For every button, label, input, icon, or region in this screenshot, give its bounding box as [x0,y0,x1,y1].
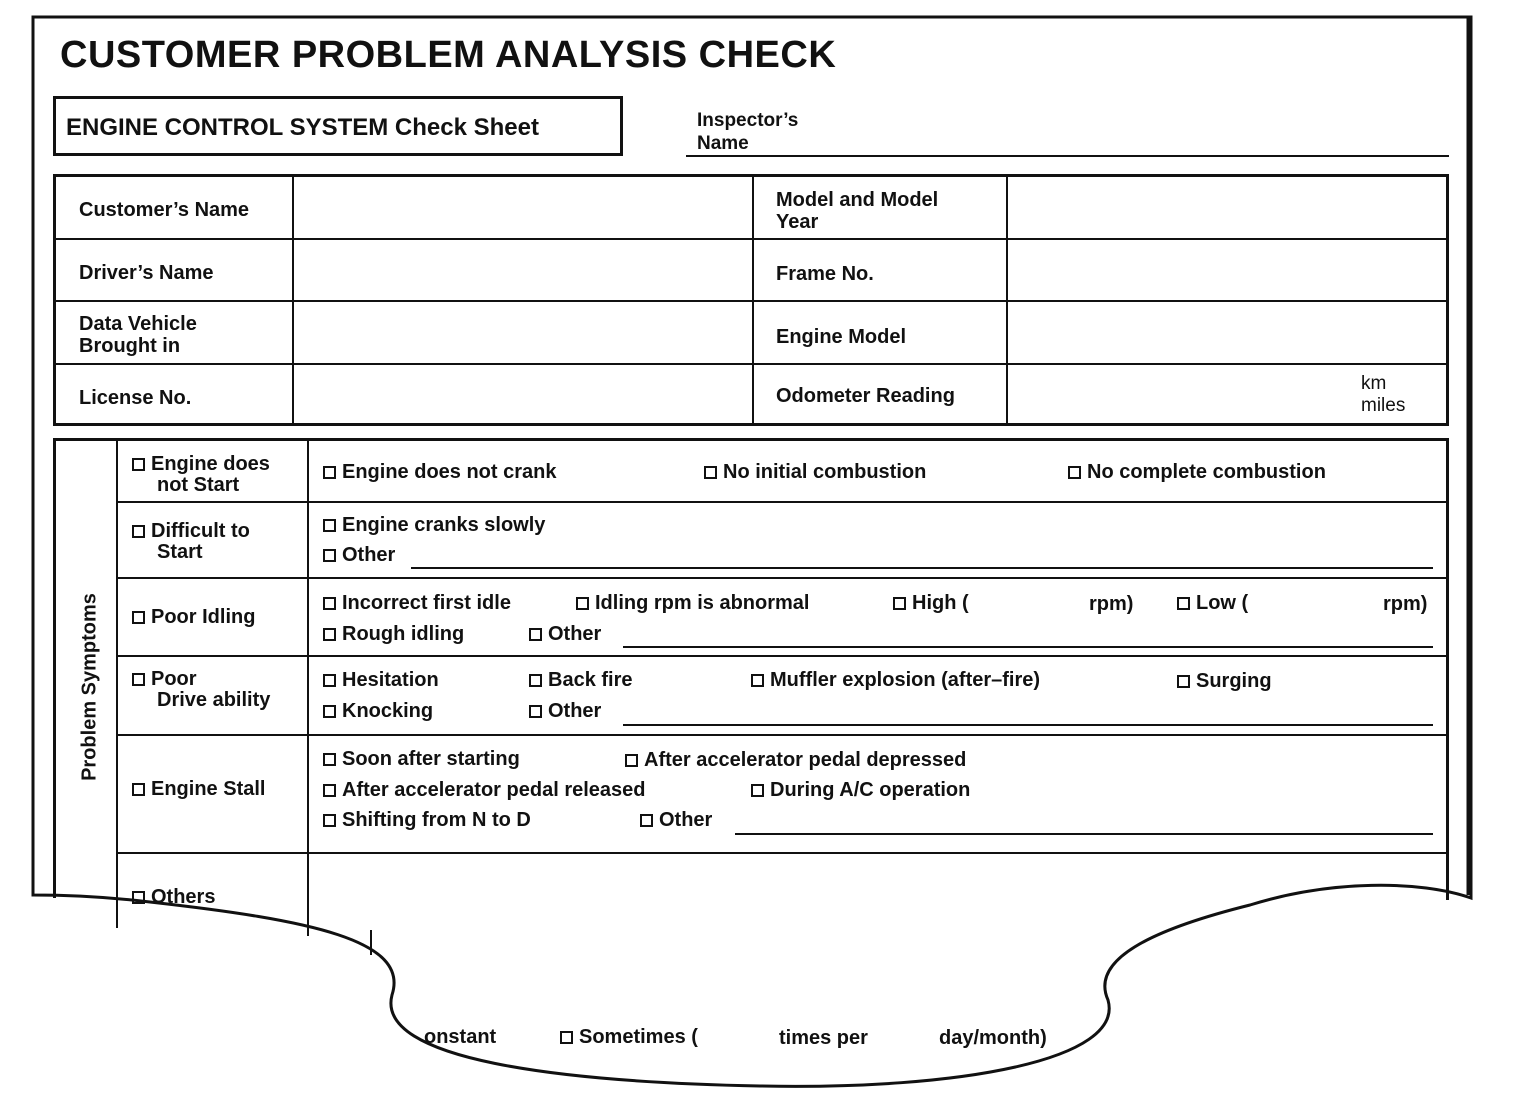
soon-after-starting-checkbox[interactable]: Soon after starting [323,748,520,771]
difficult-other-checkbox[interactable]: Other [323,544,395,567]
stall-other-field[interactable] [735,833,1433,835]
after-pedal-released-checkbox[interactable]: After accelerator pedal released [323,779,646,802]
others-field[interactable] [310,856,1444,896]
no-initial-combustion-checkbox[interactable]: No initial combustion [704,461,926,484]
odometer-units: km miles [1361,373,1406,416]
customer-name-label: Customer’s Name [79,199,250,221]
idling-other-checkbox[interactable]: Other [529,623,601,646]
license-no-field[interactable] [296,366,750,424]
drive-other-checkbox[interactable]: Other [529,700,601,723]
hesitation-checkbox[interactable]: Hesitation [323,669,439,692]
knocking-checkbox[interactable]: Knocking [323,700,433,723]
model-year-label: Model and Model Year [776,189,939,233]
poor-idling-checkbox[interactable]: Poor Idling [132,606,255,629]
engine-does-not-crank-checkbox[interactable]: Engine does not crank [323,461,556,484]
page-title: CUSTOMER PROBLEM ANALYSIS CHECK [60,34,837,76]
rough-idling-checkbox[interactable]: Rough idling [323,623,464,646]
idle-high-checkbox[interactable]: High ( [893,592,969,615]
difficult-other-field[interactable] [411,567,1433,569]
driver-name-field[interactable] [296,241,750,299]
drive-other-field[interactable] [623,724,1433,726]
no-complete-combustion-checkbox[interactable]: No complete combustion [1068,461,1326,484]
frame-no-field[interactable] [1010,241,1446,299]
during-ac-operation-checkbox[interactable]: During A/C operation [751,779,970,802]
frame-no-label: Frame No. [776,263,874,285]
odometer-label: Odometer Reading [776,385,955,407]
shifting-n-to-d-checkbox[interactable]: Shifting from N to D [323,809,531,832]
engine-model-field[interactable] [1010,303,1446,361]
engine-model-label: Engine Model [776,326,906,348]
idle-low-checkbox[interactable]: Low ( [1177,592,1248,615]
check-sheet-title-box [53,96,623,156]
inspector-name-field[interactable] [686,155,1449,157]
constant-option: onstant [424,1026,497,1048]
engine-cranks-slowly-checkbox[interactable]: Engine cranks slowly [323,514,545,537]
inspector-name-label: Inspector’s Name [697,110,799,154]
difficult-to-start-checkbox[interactable]: Difficult to Start [132,521,250,563]
muffler-explosion-checkbox[interactable]: Muffler explosion (after–fire) [751,669,1040,692]
idling-rpm-abnormal-checkbox[interactable]: Idling rpm is abnormal [576,592,809,615]
incorrect-first-idle-checkbox[interactable]: Incorrect first idle [323,592,511,615]
odometer-field[interactable] [1010,366,1350,424]
poor-drive-ability-checkbox[interactable]: Poor Drive ability [132,669,270,711]
times-per-label: times per [779,1027,868,1049]
date-brought-in-label: Data Vehicle Brought in [79,313,197,357]
engine-stall-checkbox[interactable]: Engine Stall [132,778,265,801]
driver-name-label: Driver’s Name [79,262,214,284]
check-sheet-title: ENGINE CONTROL SYSTEM Check Sheet [66,114,539,141]
others-checkbox[interactable]: Others [132,886,215,909]
after-pedal-depressed-checkbox[interactable]: After accelerator pedal depressed [625,749,966,772]
surging-checkbox[interactable]: Surging [1177,670,1272,693]
date-brought-in-field[interactable] [296,303,750,361]
stall-other-checkbox[interactable]: Other [640,809,712,832]
model-year-field[interactable] [1010,179,1446,237]
sometimes-checkbox[interactable]: Sometimes ( [560,1026,698,1049]
license-no-label: License No. [79,387,192,409]
vehicle-info-table [53,174,1449,426]
idle-high-rpm-unit: rpm) [1089,593,1134,615]
idling-other-field[interactable] [623,646,1433,648]
idle-low-rpm-unit: rpm) [1383,593,1428,615]
back-fire-checkbox[interactable]: Back fire [529,669,633,692]
customer-name-field[interactable] [296,179,750,237]
engine-does-not-start-checkbox[interactable]: Engine does not Start [132,454,270,496]
problem-symptoms-label: Problem Symptoms [78,593,101,781]
day-month-label: day/month) [939,1027,1047,1049]
